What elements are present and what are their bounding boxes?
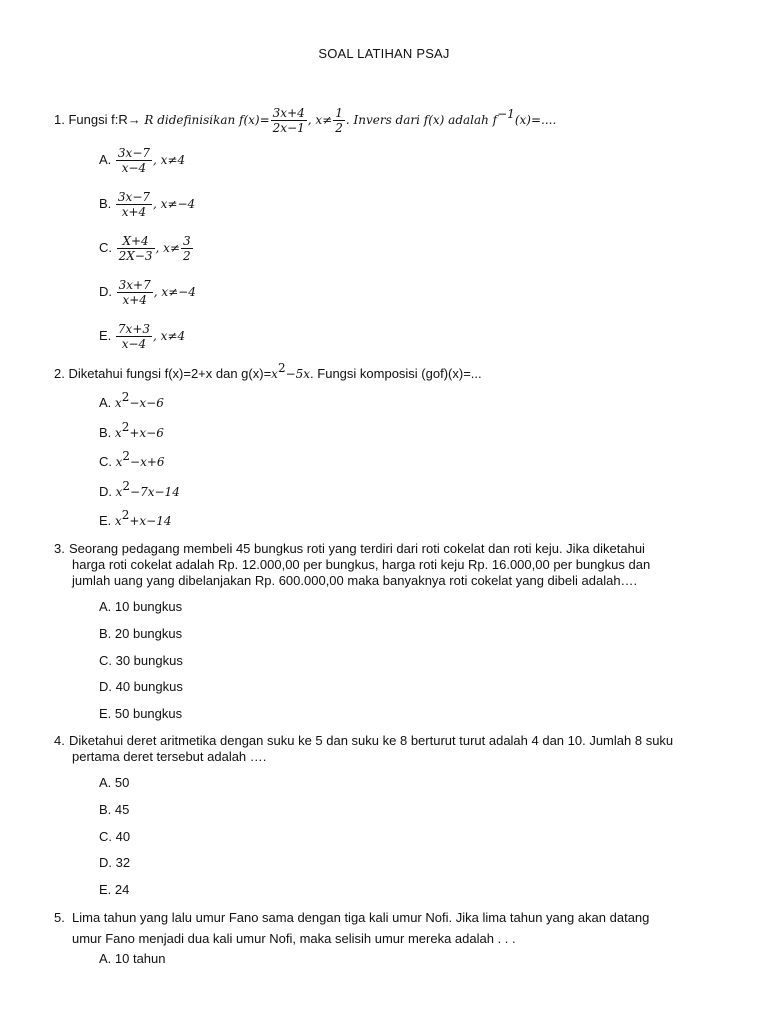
option-1a[interactable]: A. $\frac{3x-7}{x-4}$ , x≠4: [99, 146, 186, 175]
option-5a[interactable]: A. 10 tahun: [99, 951, 166, 966]
option-1e[interactable]: E. $\frac{7x+3}{x-4}$ , x≠4: [99, 322, 186, 351]
question-text: Fungsi f:R→: [68, 111, 141, 127]
option-1b[interactable]: B. $\frac{3x-7}{x+4}$ , x≠−4: [99, 190, 196, 219]
option-1d[interactable]: D. $\frac{3x+7}{x+4}$ , x≠−4: [99, 278, 196, 307]
question-number: 2.: [54, 366, 65, 381]
option-2d[interactable]: D. $x^2-7x-14$: [99, 479, 180, 499]
question-4-line-1: Diketahui deret aritmetika dengan suku ke 5 dan suku ke 8 berturut turut adalah 4 dan 10. Jumlah 8 suku: [69, 733, 674, 748]
question-math: R didefinisikan f(x)=: [144, 112, 270, 127]
question-2: 2. Diketahui fungsi f(x)=2+x dan $g(x)=x^2-5x$. Fungsi komposisi (gof)(x)=...: [54, 361, 482, 381]
question-number: 4.: [54, 733, 65, 748]
option-2e[interactable]: E. $x^2+x-14$: [99, 508, 172, 528]
question-number: 3.: [54, 541, 65, 556]
question-text: Diketahui fungsi f(x)=2+x dan g(x)=: [68, 366, 272, 381]
question-number: 1.: [54, 111, 65, 127]
question-5-line-1: Lima tahun yang lalu umur Fano sama dengan tiga kali umur Nofi. Jika lima tahun yang akan datang: [72, 910, 650, 925]
option-3c[interactable]: C. 30 bungkus: [99, 653, 183, 668]
fraction: $\frac{3x+4}{2x-1}$: [272, 106, 305, 135]
option-4e[interactable]: E. 24: [99, 882, 130, 897]
option-4a[interactable]: A. 50: [99, 775, 130, 790]
question-3-line-2: harga roti cokelat adalah Rp. 12.000,00 per bungkus, harga roti keju Rp. 16.000,00 per bungkus dan: [72, 557, 651, 572]
option-3a[interactable]: A. 10 bungkus: [99, 599, 183, 614]
option-3b[interactable]: B. 20 bungkus: [99, 626, 183, 641]
page-title: SOAL LATIHAN PSAJ: [318, 46, 450, 61]
question-1: 1. Fungsi f:R→ R didefinisikan f(x)= $\frac{3x+4}{2x-1}$ , x≠ $\frac{1}{2}$ . Invers dari f(x) adalah $f^{-1}(x)=$....: [54, 106, 557, 135]
option-3d[interactable]: D. 40 bungkus: [99, 679, 183, 694]
option-4b[interactable]: B. 45: [99, 802, 130, 817]
question-5-line-2: umur Fano menjadi dua kali umur Nofi, maka selisih umur mereka adalah . . .: [72, 931, 516, 946]
option-4d[interactable]: D. 32: [99, 855, 131, 870]
question-3-line-1: Seorang pedagang membeli 45 bungkus roti yang terdiri dari roti cokelat dan roti keju. Jika diketahui: [69, 541, 645, 556]
question-3-line-3: jumlah uang yang dibelanjakan Rp. 600.000,00 maka banyaknya roti cokelat yang dibeli adalah….: [72, 573, 638, 588]
option-2a[interactable]: A. $x^2-x-6$: [99, 390, 164, 410]
option-2b[interactable]: B. $x^2+x-6$: [99, 420, 164, 440]
question-4-line-2: pertama deret tersebut adalah ….: [72, 749, 267, 764]
option-3e[interactable]: E. 50 bungkus: [99, 706, 183, 721]
option-2c[interactable]: C. $x^2-x+6$: [99, 449, 165, 469]
option-4c[interactable]: C. 40: [99, 829, 131, 844]
fraction: $\frac{1}{2}$: [335, 106, 343, 135]
question-number: 5.: [54, 910, 65, 925]
option-1c[interactable]: C. $\frac{X+4}{2X-3}$ , x≠ $\frac{3}{2}$: [99, 234, 191, 263]
